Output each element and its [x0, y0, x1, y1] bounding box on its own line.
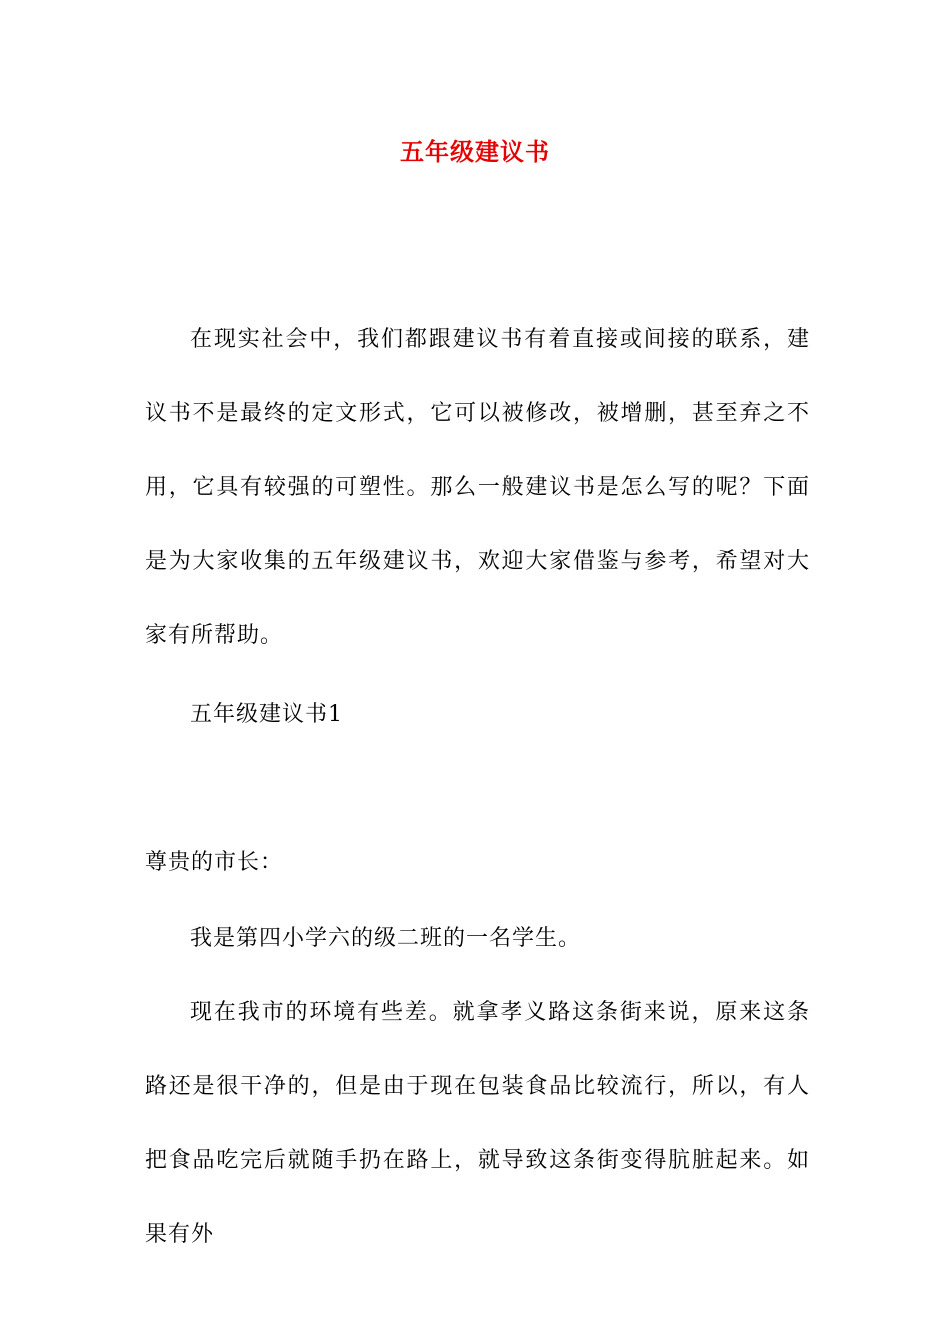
section-heading: 五年级建议书1 [190, 702, 343, 727]
body-paragraph: 我是第四小学六的级二班的一名学生。 [190, 926, 582, 951]
document-title: 五年级建议书 [400, 137, 550, 166]
salutation: 尊贵的市长： [145, 850, 284, 875]
body-paragraph: 现在我市的环境有些差。就拿孝义路这条街来说，原来这条路还是很干净的，但是由于现在包装食品比较流行，所以，有人把食品吃完后就随手扔在路上，就导致这条街变得肮脏起来。如果有外 [145, 1000, 810, 1247]
intro-paragraph: 在现实社会中，我们都跟建议书有着直接或间接的联系，建议书不是最终的定文形式，它可以被修改，被增删，甚至弃之不用，它具有较强的可塑性。那么一般建议书是怎么写的呢？下面是为大家收集的五年级建议书，欢迎大家借鉴与参考，希望对大家有所帮助。 [145, 327, 810, 648]
